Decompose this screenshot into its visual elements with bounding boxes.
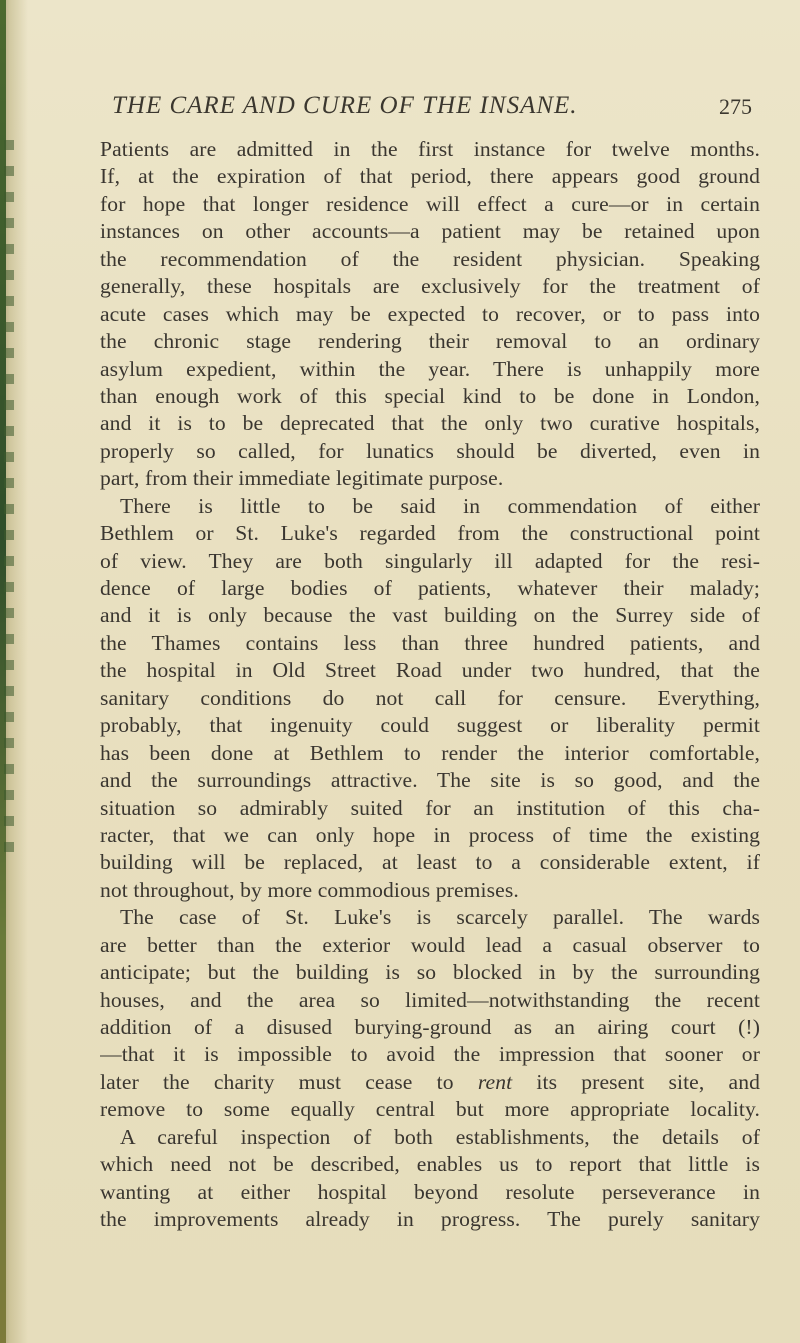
text-line: properly so called, for lunatics should be diverted, even in (100, 438, 760, 463)
text-line: Patients are admitted in the first instance for twelve months. (100, 137, 760, 161)
text-line: and the surroundings attractive. The site is so good, and the (100, 768, 760, 793)
text-segment: later the charity must cease to (100, 1069, 454, 1094)
text-line: not throughout, by more commodious premises. (100, 877, 519, 902)
text-line: of view. They are both singularly ill adapted for the resi- (100, 548, 760, 573)
text-line-with-italic (100, 1069, 760, 1096)
text-segment: its present site, and (536, 1069, 760, 1094)
text-line: remove to some equally central but more appropriate locality. (100, 1097, 760, 1122)
text-line: part, from their immediate legitimate purpose. (100, 466, 504, 491)
page-number: 275 (719, 94, 752, 119)
binding-thread-marks (4, 140, 14, 860)
running-title: THE CARE AND CURE OF THE INSANE. (112, 92, 578, 119)
text-line: and it is to be deprecated that the only two curative hospitals, (100, 411, 760, 436)
text-line: building will be replaced, at least to a considerable extent, if (100, 850, 760, 875)
text-line: racter, that we can only hope in process of time the existing (100, 822, 760, 847)
italic-word: rent (477, 1069, 513, 1094)
text-line: which need not be described, enables us to report that little is (100, 1152, 760, 1177)
text-line: the Thames contains less than three hundred patients, and (100, 630, 760, 655)
text-line: If, at the expiration of that period, there appears good ground (100, 164, 760, 189)
text-line: than enough work of this special kind to be done in London, (100, 383, 760, 408)
text-line: acute cases which may be expected to recover, or to pass into (100, 301, 760, 326)
text-line: The case of St. Luke's is scarcely parallel. The wards (120, 905, 760, 930)
text-line: instances on other accounts—a patient may be retained upon (100, 219, 760, 244)
text-line: sanitary conditions do not call for censure. Everything, (100, 685, 760, 710)
text-line: wanting at either hospital beyond resolute perseverance in (100, 1179, 760, 1204)
running-header (112, 92, 752, 126)
text-line: anticipate; but the building is so blocked in by the surrounding (100, 960, 760, 985)
text-line: the chronic stage rendering their removal to an ordinary (100, 329, 760, 354)
body-text (100, 136, 760, 1234)
text-line: situation so admirably suited for an institution of this cha- (100, 795, 760, 820)
text-line: dence of large bodies of patients, whatever their malady; (100, 576, 760, 600)
text-line: Bethlem or St. Luke's regarded from the constructional point (100, 521, 760, 546)
text-line: for hope that longer residence will effect a cure—or in certain (100, 191, 760, 216)
text-line: probably, that ingenuity could suggest or liberality permit (100, 713, 760, 738)
text-line: the hospital in Old Street Road under two hundred, that the (100, 658, 760, 683)
text-line: asylum expedient, within the year. There is unhappily more (100, 356, 760, 381)
text-line: A careful inspection of both establishments, the details of (120, 1124, 760, 1149)
text-line: There is little to be said in commendation of either (120, 493, 760, 518)
text-line: and it is only because the vast building on the Surrey side of (100, 603, 760, 628)
text-line: are better than the exterior would lead a casual observer to (100, 932, 760, 957)
text-line: the improvements already in progress. The purely sanitary (100, 1207, 760, 1232)
text-line: addition of a disused burying-ground as an airing court (!) (100, 1015, 760, 1039)
text-line: generally, these hospitals are exclusively for the treatment of (100, 274, 760, 299)
text-line: the recommendation of the resident physician. Speaking (100, 246, 760, 271)
text-line: —that it is impossible to avoid the impression that sooner or (100, 1042, 760, 1067)
text-line: has been done at Bethlem to render the interior comfortable, (100, 740, 760, 765)
text-line: houses, and the area so limited—notwithstanding the recent (100, 987, 760, 1012)
